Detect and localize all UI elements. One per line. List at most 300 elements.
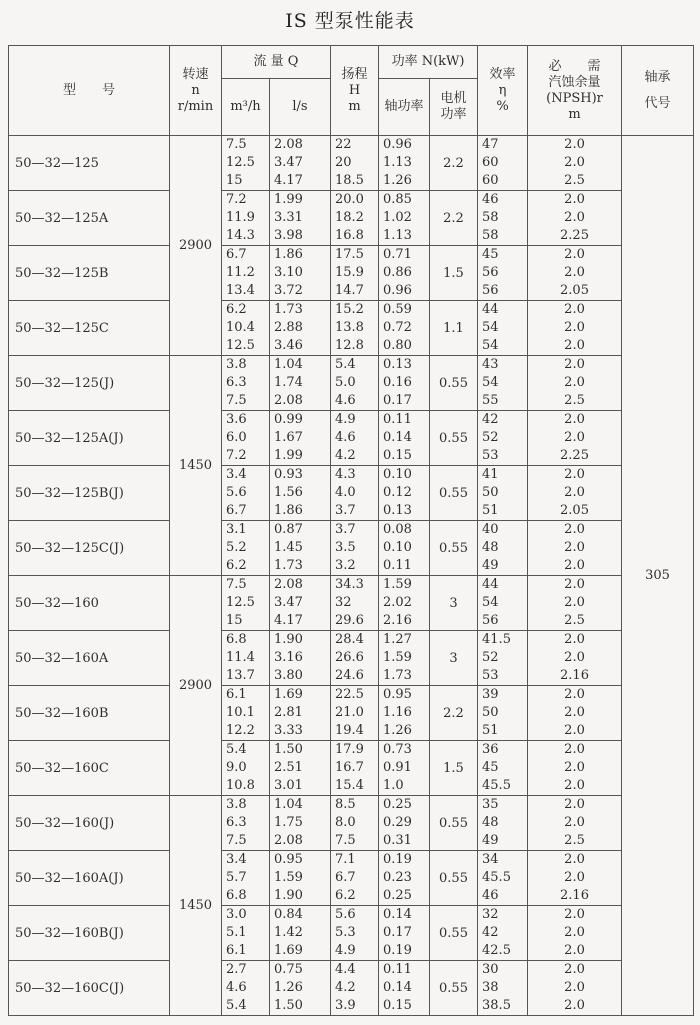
model-cell: 50—32—160 — [9, 576, 170, 631]
head-cell-value: 17.9 — [335, 742, 364, 757]
flow-m3h-cell-value: 7.2 — [226, 192, 247, 207]
flow-m3h-cell — [222, 411, 270, 466]
npsh-cell — [528, 246, 622, 301]
flow-ls-cell — [270, 246, 331, 301]
header-shaft-power: 轴功率 — [379, 79, 430, 136]
npsh-cell-value: 2.0 — [564, 430, 585, 445]
flow-m3h-cell-value: 3.6 — [226, 412, 247, 427]
head-cell — [331, 356, 379, 411]
shaft-power-cell-value: 0.14 — [383, 907, 412, 922]
efficiency-cell-value: 30 — [482, 962, 499, 977]
flow-ls-cell-value: 1.74 — [274, 375, 303, 390]
npsh-cell — [528, 576, 622, 631]
npsh-cell-value: 2.0 — [564, 687, 585, 702]
flow-ls-cell — [270, 686, 331, 741]
flow-m3h-cell — [222, 246, 270, 301]
model-cell: 50—32—160C(J) — [9, 961, 170, 1016]
head-cell-value: 3.5 — [335, 540, 356, 555]
header-flow: 流 量 Q — [222, 46, 331, 79]
flow-m3h-cell-value: 6.1 — [226, 687, 247, 702]
table-row — [9, 136, 694, 191]
head-cell-value: 34.3 — [335, 577, 364, 592]
speed-cell: 2900 — [170, 576, 222, 796]
flow-ls-cell — [270, 466, 331, 521]
flow-ls-cell-value: 1.42 — [274, 925, 303, 940]
efficiency-cell — [478, 906, 528, 961]
efficiency-cell-value: 54 — [482, 595, 499, 610]
efficiency-cell-value: 50 — [482, 705, 499, 720]
head-cell-value: 29.6 — [335, 613, 364, 628]
efficiency-cell — [478, 246, 528, 301]
npsh-cell — [528, 906, 622, 961]
npsh-cell — [528, 411, 622, 466]
flow-ls-cell — [270, 301, 331, 356]
shaft-power-cell — [379, 741, 430, 796]
efficiency-cell — [478, 521, 528, 576]
flow-m3h-cell-value: 15 — [226, 173, 243, 188]
header-power: 功率 N(kW) — [379, 46, 478, 79]
efficiency-cell-value: 56 — [482, 283, 499, 298]
shaft-power-cell-value: 0.13 — [383, 503, 412, 518]
shaft-power-cell-value: 1.26 — [383, 723, 412, 738]
motor-power-cell: 0.55 — [430, 851, 478, 906]
npsh-cell-value: 2.5 — [564, 613, 585, 628]
head-cell — [331, 796, 379, 851]
shaft-power-cell-value: 0.25 — [383, 797, 412, 812]
npsh-cell-value: 2.0 — [564, 870, 585, 885]
efficiency-cell-value: 38 — [482, 980, 499, 995]
head-cell-value: 26.6 — [335, 650, 364, 665]
head-cell-value: 3.7 — [335, 522, 356, 537]
npsh-cell-value: 2.0 — [564, 137, 585, 152]
head-cell-value: 4.2 — [335, 448, 356, 463]
flow-ls-cell-value: 3.33 — [274, 723, 303, 738]
npsh-cell-value: 2.0 — [564, 577, 585, 592]
npsh-cell-value: 2.0 — [564, 210, 585, 225]
flow-ls-cell-value: 3.72 — [274, 283, 303, 298]
flow-m3h-cell-value: 7.2 — [226, 448, 247, 463]
npsh-cell-value: 2.0 — [564, 797, 585, 812]
motor-power-cell: 0.55 — [430, 411, 478, 466]
npsh-cell-value: 2.0 — [564, 338, 585, 353]
efficiency-cell-value: 46 — [482, 192, 499, 207]
head-cell-value: 3.9 — [335, 998, 356, 1013]
flow-ls-cell-value: 1.04 — [274, 797, 303, 812]
flow-m3h-cell — [222, 356, 270, 411]
table-row — [9, 631, 694, 686]
table-body — [9, 136, 694, 1016]
flow-m3h-cell-value: 12.5 — [226, 595, 255, 610]
flow-m3h-cell-value: 5.4 — [226, 742, 247, 757]
flow-m3h-cell-value: 3.8 — [226, 797, 247, 812]
flow-ls-cell-value: 3.47 — [274, 155, 303, 170]
flow-m3h-cell-value: 3.8 — [226, 357, 247, 372]
head-cell-value: 22 — [335, 137, 352, 152]
table-row — [9, 411, 694, 466]
table-row — [9, 686, 694, 741]
efficiency-cell-value: 53 — [482, 448, 499, 463]
shaft-power-cell-value: 0.71 — [383, 247, 412, 262]
flow-ls-cell — [270, 631, 331, 686]
flow-ls-cell — [270, 961, 331, 1016]
efficiency-cell-value: 42 — [482, 412, 499, 427]
efficiency-cell — [478, 851, 528, 906]
motor-power-cell: 0.55 — [430, 466, 478, 521]
head-cell-value: 20.0 — [335, 192, 364, 207]
efficiency-cell-value: 51 — [482, 723, 499, 738]
npsh-cell-value: 2.0 — [564, 302, 585, 317]
motor-power-cell: 2.2 — [430, 686, 478, 741]
flow-ls-cell-value: 0.84 — [274, 907, 303, 922]
shaft-power-cell-value: 0.17 — [383, 925, 412, 940]
shaft-power-cell-value: 1.16 — [383, 705, 412, 720]
header-flow-m3h: m³/h — [222, 79, 270, 136]
npsh-cell-value: 2.0 — [564, 943, 585, 958]
flow-m3h-cell — [222, 136, 270, 191]
flow-m3h-cell-value: 12.5 — [226, 338, 255, 353]
efficiency-cell — [478, 796, 528, 851]
shaft-power-cell — [379, 301, 430, 356]
efficiency-cell-value: 53 — [482, 668, 499, 683]
shaft-power-cell-value: 1.59 — [383, 650, 412, 665]
flow-m3h-cell-value: 6.3 — [226, 815, 247, 830]
efficiency-cell — [478, 411, 528, 466]
head-cell-value: 3.7 — [335, 503, 356, 518]
efficiency-cell-value: 54 — [482, 375, 499, 390]
npsh-cell-value: 2.0 — [564, 265, 585, 280]
head-cell-value: 24.6 — [335, 668, 364, 683]
shaft-power-cell-value: 1.0 — [383, 778, 404, 793]
efficiency-cell-value: 43 — [482, 357, 499, 372]
efficiency-cell-value: 47 — [482, 137, 499, 152]
npsh-cell-value: 2.0 — [564, 925, 585, 940]
efficiency-cell-value: 52 — [482, 650, 499, 665]
flow-m3h-cell-value: 5.6 — [226, 485, 247, 500]
flow-ls-cell-value: 1.73 — [274, 302, 303, 317]
flow-ls-cell-value: 1.75 — [274, 815, 303, 830]
npsh-cell-value: 2.25 — [560, 448, 589, 463]
efficiency-cell-value: 39 — [482, 687, 499, 702]
head-cell-value: 20 — [335, 155, 352, 170]
npsh-cell-value: 2.0 — [564, 723, 585, 738]
shaft-power-cell-value: 1.27 — [383, 632, 412, 647]
flow-m3h-cell-value: 6.7 — [226, 503, 247, 518]
flow-ls-cell-value: 1.73 — [274, 558, 303, 573]
shaft-power-cell-value: 1.59 — [383, 577, 412, 592]
head-cell-value: 4.9 — [335, 412, 356, 427]
model-cell: 50—32—125C(J) — [9, 521, 170, 576]
flow-m3h-cell-value: 7.5 — [226, 833, 247, 848]
efficiency-cell-value: 40 — [482, 522, 499, 537]
shaft-power-cell-value: 0.14 — [383, 980, 412, 995]
shaft-power-cell — [379, 356, 430, 411]
efficiency-cell — [478, 191, 528, 246]
npsh-cell-value: 2.0 — [564, 192, 585, 207]
header-flow-ls: l/s — [270, 79, 331, 136]
flow-ls-cell-value: 3.47 — [274, 595, 303, 610]
npsh-cell-value: 2.0 — [564, 742, 585, 757]
model-cell: 50—32—160A — [9, 631, 170, 686]
shaft-power-cell-value: 0.10 — [383, 467, 412, 482]
model-cell: 50—32—160A(J) — [9, 851, 170, 906]
efficiency-cell-value: 54 — [482, 338, 499, 353]
efficiency-cell-value: 41.5 — [482, 632, 511, 647]
npsh-cell-value: 2.0 — [564, 522, 585, 537]
head-cell-value: 17.5 — [335, 247, 364, 262]
table-row — [9, 246, 694, 301]
head-cell-value: 3.2 — [335, 558, 356, 573]
shaft-power-cell — [379, 796, 430, 851]
shaft-power-cell-value: 1.13 — [383, 228, 412, 243]
head-cell-value: 5.3 — [335, 925, 356, 940]
head-cell — [331, 246, 379, 301]
shaft-power-cell-value: 0.11 — [383, 558, 412, 573]
shaft-power-cell-value: 0.73 — [383, 742, 412, 757]
npsh-cell — [528, 466, 622, 521]
flow-m3h-cell-value: 6.8 — [226, 888, 247, 903]
efficiency-cell-value: 56 — [482, 265, 499, 280]
head-cell-value: 15.2 — [335, 302, 364, 317]
npsh-cell-value: 2.0 — [564, 907, 585, 922]
motor-power-cell: 0.55 — [430, 906, 478, 961]
motor-power-cell: 2.2 — [430, 136, 478, 191]
model-cell: 50—32—125B — [9, 246, 170, 301]
flow-m3h-cell-value: 5.4 — [226, 998, 247, 1013]
head-cell-value: 6.2 — [335, 888, 356, 903]
shaft-power-cell-value: 0.19 — [383, 943, 412, 958]
npsh-cell-value: 2.0 — [564, 485, 585, 500]
npsh-cell-value: 2.0 — [564, 705, 585, 720]
shaft-power-cell-value: 0.16 — [383, 375, 412, 390]
head-cell-value: 22.5 — [335, 687, 364, 702]
npsh-cell — [528, 741, 622, 796]
flow-m3h-cell-value: 15 — [226, 613, 243, 628]
model-cell: 50—32—160(J) — [9, 796, 170, 851]
shaft-power-cell-value: 1.13 — [383, 155, 412, 170]
flow-m3h-cell-value: 3.4 — [226, 852, 247, 867]
flow-m3h-cell — [222, 961, 270, 1016]
flow-m3h-cell-value: 6.2 — [226, 558, 247, 573]
flow-m3h-cell — [222, 906, 270, 961]
npsh-cell-value: 2.5 — [564, 173, 585, 188]
page-title: IS 型泵性能表 — [285, 10, 415, 32]
shaft-power-cell-value: 0.29 — [383, 815, 412, 830]
head-cell-value: 5.4 — [335, 357, 356, 372]
efficiency-cell-value: 45.5 — [482, 870, 511, 885]
shaft-power-cell-value: 0.31 — [383, 833, 412, 848]
flow-ls-cell-value: 2.81 — [274, 705, 303, 720]
head-cell-value: 18.5 — [335, 173, 364, 188]
head-cell-value: 16.8 — [335, 228, 364, 243]
head-cell-value: 13.8 — [335, 320, 364, 335]
speed-cell: 2900 — [170, 136, 222, 356]
model-cell: 50—32—160C — [9, 741, 170, 796]
flow-ls-cell — [270, 356, 331, 411]
npsh-cell-value: 2.0 — [564, 852, 585, 867]
flow-ls-cell-value: 0.93 — [274, 467, 303, 482]
motor-power-cell: 3 — [430, 631, 478, 686]
npsh-cell — [528, 631, 622, 686]
shaft-power-cell-value: 0.17 — [383, 393, 412, 408]
shaft-power-cell — [379, 686, 430, 741]
flow-m3h-cell-value: 7.5 — [226, 577, 247, 592]
head-cell — [331, 631, 379, 686]
table-row — [9, 576, 694, 631]
flow-m3h-cell — [222, 466, 270, 521]
flow-m3h-cell-value: 10.8 — [226, 778, 255, 793]
shaft-power-cell — [379, 631, 430, 686]
flow-m3h-cell-value: 3.1 — [226, 522, 247, 537]
motor-power-cell: 0.55 — [430, 961, 478, 1016]
flow-m3h-cell — [222, 191, 270, 246]
flow-ls-cell-value: 2.08 — [274, 577, 303, 592]
table-row — [9, 851, 694, 906]
head-cell-value: 15.4 — [335, 778, 364, 793]
npsh-cell-value: 2.0 — [564, 632, 585, 647]
pump-performance-table — [8, 45, 694, 1016]
flow-m3h-cell-value: 3.0 — [226, 907, 247, 922]
motor-power-cell: 3 — [430, 576, 478, 631]
flow-ls-cell-value: 2.88 — [274, 320, 303, 335]
efficiency-cell-value: 60 — [482, 173, 499, 188]
flow-ls-cell-value: 1.59 — [274, 870, 303, 885]
bearing-cell: 305 — [622, 136, 694, 1016]
npsh-cell-value: 2.0 — [564, 815, 585, 830]
head-cell-value: 4.0 — [335, 485, 356, 500]
npsh-cell-value: 2.0 — [564, 650, 585, 665]
shaft-power-cell-value: 0.96 — [383, 283, 412, 298]
flow-m3h-cell-value: 13.4 — [226, 283, 255, 298]
flow-ls-cell-value: 2.08 — [274, 393, 303, 408]
header-head: 扬程 H m — [331, 46, 379, 136]
header-model: 型 号 — [9, 46, 170, 136]
shaft-power-cell-value: 2.02 — [383, 595, 412, 610]
motor-power-cell: 1.5 — [430, 741, 478, 796]
head-cell-value: 7.5 — [335, 833, 356, 848]
flow-ls-cell — [270, 191, 331, 246]
flow-m3h-cell — [222, 631, 270, 686]
flow-m3h-cell — [222, 796, 270, 851]
head-cell-value: 4.2 — [335, 980, 356, 995]
efficiency-cell — [478, 631, 528, 686]
flow-ls-cell-value: 4.17 — [274, 613, 303, 628]
shaft-power-cell — [379, 411, 430, 466]
flow-ls-cell — [270, 136, 331, 191]
head-cell — [331, 301, 379, 356]
flow-m3h-cell-value: 11.9 — [226, 210, 255, 225]
efficiency-cell-value: 34 — [482, 852, 499, 867]
npsh-cell — [528, 356, 622, 411]
model-cell: 50—32—125B(J) — [9, 466, 170, 521]
npsh-cell-value: 2.5 — [564, 393, 585, 408]
npsh-cell-value: 2.0 — [564, 357, 585, 372]
efficiency-cell-value: 48 — [482, 815, 499, 830]
flow-m3h-cell-value: 5.2 — [226, 540, 247, 555]
flow-m3h-cell-value: 7.5 — [226, 137, 247, 152]
shaft-power-cell-value: 0.23 — [383, 870, 412, 885]
efficiency-cell-value: 35 — [482, 797, 499, 812]
head-cell — [331, 961, 379, 1016]
flow-ls-cell-value: 4.17 — [274, 173, 303, 188]
table-row — [9, 906, 694, 961]
flow-m3h-cell-value: 11.4 — [226, 650, 255, 665]
head-cell — [331, 576, 379, 631]
table-row — [9, 466, 694, 521]
flow-m3h-cell-value: 6.0 — [226, 430, 247, 445]
flow-ls-cell-value: 3.01 — [274, 778, 303, 793]
efficiency-cell-value: 36 — [482, 742, 499, 757]
npsh-cell-value: 2.05 — [560, 503, 589, 518]
npsh-cell — [528, 686, 622, 741]
npsh-cell-value: 2.16 — [560, 888, 589, 903]
npsh-cell-value: 2.0 — [564, 320, 585, 335]
speed-cell: 1450 — [170, 796, 222, 1016]
efficiency-cell — [478, 301, 528, 356]
efficiency-cell-value: 38.5 — [482, 998, 511, 1013]
efficiency-cell-value: 58 — [482, 228, 499, 243]
efficiency-cell-value: 42.5 — [482, 943, 511, 958]
head-cell-value: 18.2 — [335, 210, 364, 225]
npsh-cell — [528, 301, 622, 356]
header-npsh: 必 需 汽蚀余量 (NPSH)r m — [528, 46, 622, 136]
head-cell — [331, 191, 379, 246]
npsh-cell — [528, 851, 622, 906]
efficiency-cell — [478, 686, 528, 741]
shaft-power-cell — [379, 191, 430, 246]
head-cell-value: 28.4 — [335, 632, 364, 647]
flow-ls-cell — [270, 906, 331, 961]
shaft-power-cell-value: 0.96 — [383, 137, 412, 152]
motor-power-cell: 0.55 — [430, 356, 478, 411]
flow-ls-cell-value: 1.26 — [274, 980, 303, 995]
flow-ls-cell-value: 3.46 — [274, 338, 303, 353]
efficiency-cell-value: 60 — [482, 155, 499, 170]
efficiency-cell-value: 41 — [482, 467, 499, 482]
flow-ls-cell-value: 3.16 — [274, 650, 303, 665]
efficiency-cell-value: 45 — [482, 760, 499, 775]
head-cell-value: 12.8 — [335, 338, 364, 353]
npsh-cell — [528, 191, 622, 246]
shaft-power-cell-value: 0.08 — [383, 522, 412, 537]
shaft-power-cell — [379, 521, 430, 576]
shaft-power-cell-value: 0.13 — [383, 357, 412, 372]
flow-ls-cell-value: 1.50 — [274, 998, 303, 1013]
efficiency-cell-value: 49 — [482, 558, 499, 573]
flow-m3h-cell-value: 4.6 — [226, 980, 247, 995]
efficiency-cell-value: 51 — [482, 503, 499, 518]
head-cell-value: 8.0 — [335, 815, 356, 830]
npsh-cell-value: 2.0 — [564, 540, 585, 555]
model-cell: 50—32—160B(J) — [9, 906, 170, 961]
flow-ls-cell — [270, 576, 331, 631]
flow-m3h-cell-value: 6.1 — [226, 943, 247, 958]
flow-ls-cell-value: 2.08 — [274, 833, 303, 848]
flow-ls-cell-value: 1.67 — [274, 430, 303, 445]
shaft-power-cell-value: 1.02 — [383, 210, 412, 225]
flow-m3h-cell-value: 10.1 — [226, 705, 255, 720]
flow-ls-cell-value: 3.80 — [274, 668, 303, 683]
head-cell-value: 7.1 — [335, 852, 356, 867]
flow-ls-cell-value: 3.10 — [274, 265, 303, 280]
shaft-power-cell-value: 0.25 — [383, 888, 412, 903]
head-cell — [331, 466, 379, 521]
head-cell — [331, 741, 379, 796]
flow-ls-cell-value: 3.98 — [274, 228, 303, 243]
flow-m3h-cell-value: 6.2 — [226, 302, 247, 317]
npsh-cell-value: 2.0 — [564, 998, 585, 1013]
shaft-power-cell — [379, 136, 430, 191]
flow-ls-cell-value: 1.99 — [274, 448, 303, 463]
